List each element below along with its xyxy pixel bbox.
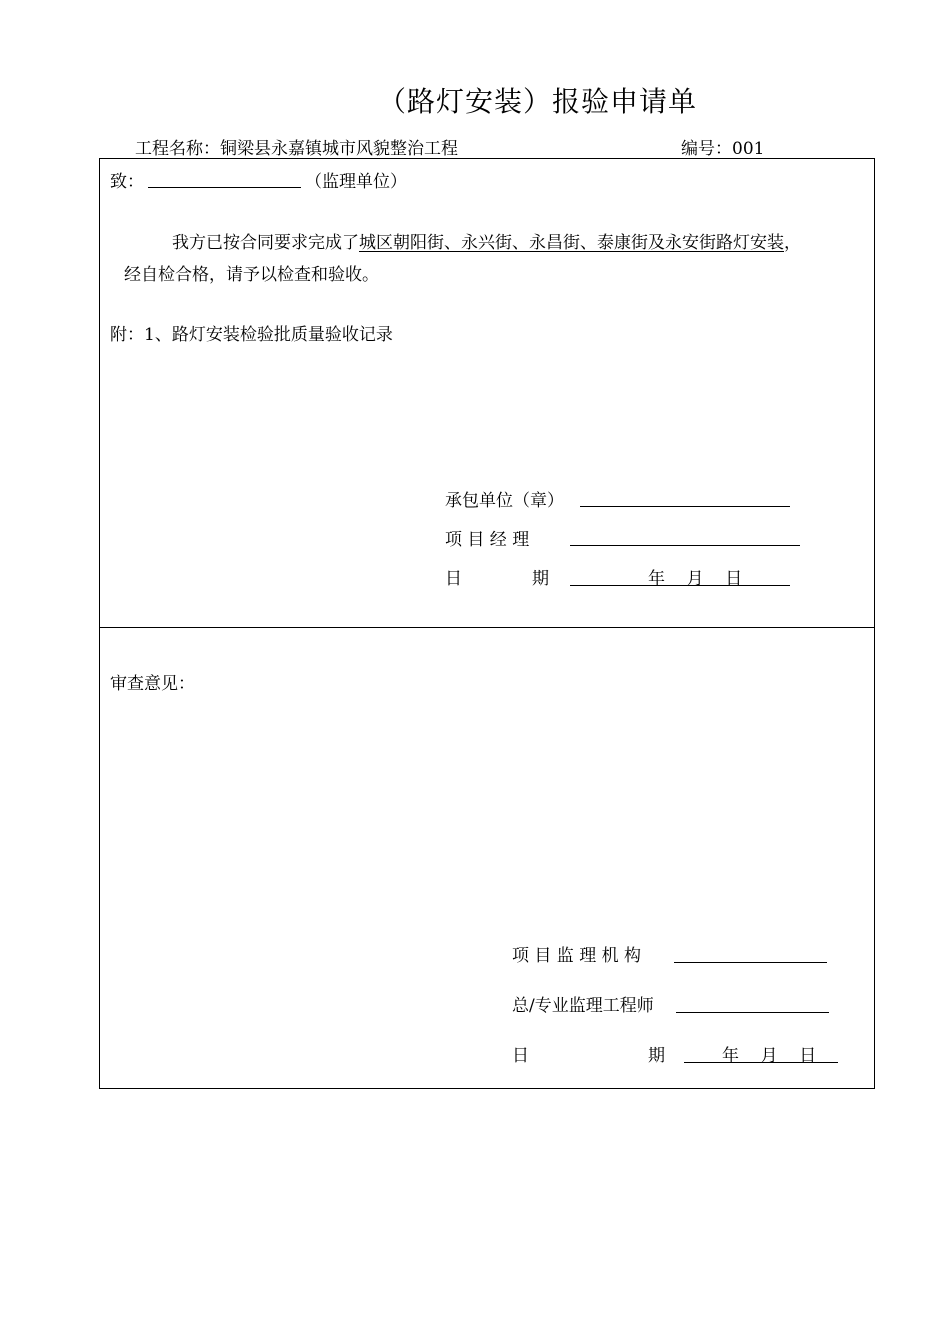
review-date-label-right: 期 [648, 1046, 665, 1066]
project-name: 工程名称：铜梁县永嘉镇城市风貌整治工程 [135, 139, 458, 159]
application-form [99, 158, 875, 1089]
date-ymd: 年 月 日 [648, 569, 743, 589]
supervision-agency-label: 项 目 监 理 机 构 [512, 946, 642, 966]
body-intro: 我方已按合同要求完成了 [172, 233, 359, 253]
document-number: 编号：001 [681, 139, 765, 159]
date-field[interactable] [570, 585, 790, 586]
supervision-unit-field[interactable] [148, 187, 301, 188]
contractor-label: 承包单位（章） [445, 491, 564, 511]
application-body-line1 [172, 228, 801, 253]
body-comma: ， [784, 233, 801, 253]
review-date-ymd: 年 月 日 [722, 1046, 817, 1066]
chief-engineer-label: 总/专业监理工程师 [512, 996, 654, 1016]
review-date-label-left: 日 [512, 1046, 529, 1066]
document-title: （路灯安装）报验申请单 [377, 85, 697, 118]
section-divider [100, 627, 874, 628]
supervision-agency-field[interactable] [674, 962, 827, 963]
project-manager-label: 项 目 经 理 [445, 530, 530, 550]
review-opinion-label: 审查意见： [110, 674, 195, 694]
to-prefix: 致： [110, 172, 144, 192]
to-suffix: （监理单位） [305, 172, 407, 192]
date-label-left: 日 [445, 569, 462, 589]
contractor-field[interactable] [580, 506, 790, 507]
review-date-field[interactable] [684, 1062, 838, 1063]
completed-work: 城区朝阳街、永兴街、永昌街、泰康街及永安街路灯安装 [359, 233, 784, 253]
project-manager-field[interactable] [570, 545, 800, 546]
chief-engineer-field[interactable] [676, 1012, 829, 1013]
application-body-line2: 经自检合格，请予以检查和验收。 [124, 265, 379, 285]
attachment: 附：1、路灯安装检验批质量验收记录 [110, 325, 393, 345]
date-label-right: 期 [532, 569, 549, 589]
